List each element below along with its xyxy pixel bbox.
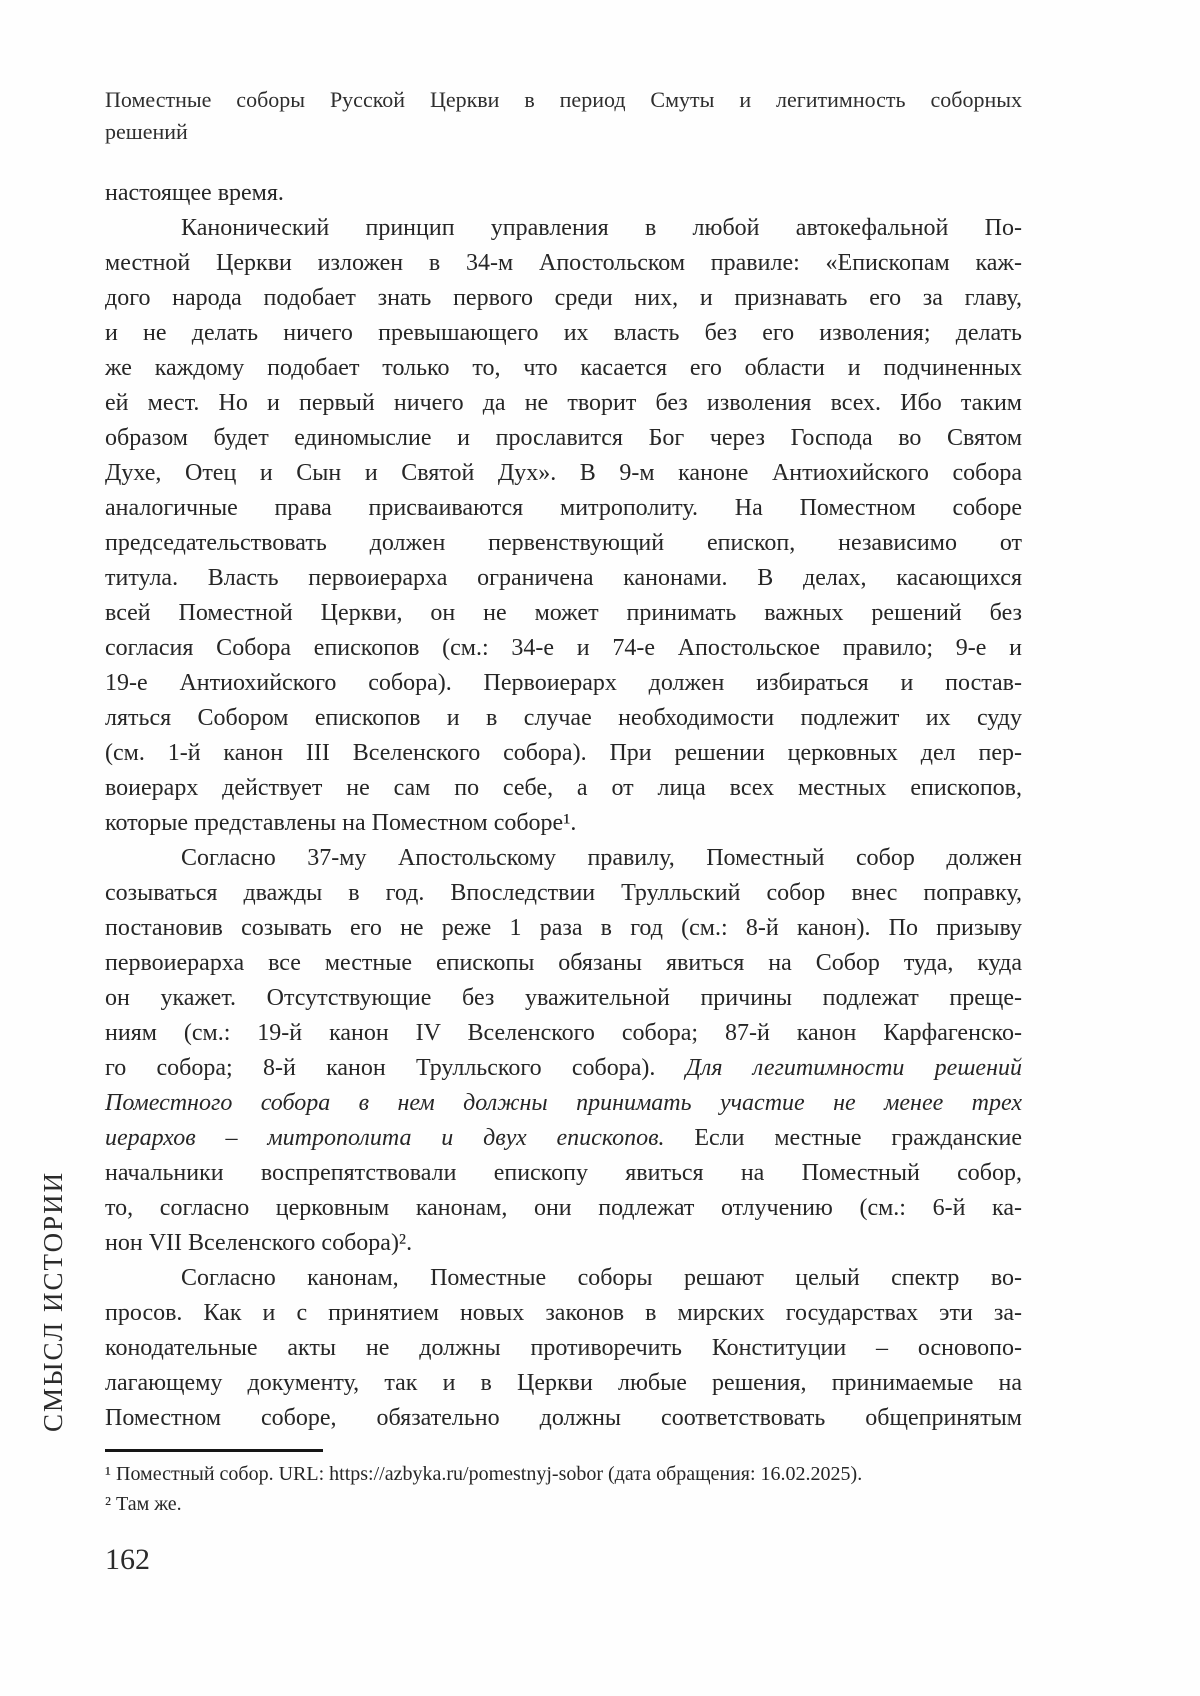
text-segment: просов. Как и с принятием новых законов в мирских государствах эти за- (105, 1300, 1022, 1326)
text-segment: и не делать ничего превышающего их власть без его изволения; делать (105, 320, 1022, 346)
text-segment: Согласно канонам, Поместные соборы решают целый спектр во- (181, 1265, 1022, 1291)
italic-text-segment: иерархов – митрополита и двух епископов. (105, 1125, 695, 1151)
text-segment: начальники воспрепятствовали епископу явиться на Поместный собор, (105, 1160, 1022, 1186)
text-line (105, 351, 1022, 386)
text-line (105, 211, 1022, 246)
text-segment: воиерарх действует не сам по себе, а от лица всех местных епископов, (105, 775, 1022, 801)
text-line (105, 526, 1022, 561)
text-line (105, 386, 1022, 421)
text-line (105, 736, 1022, 771)
text-line (105, 1296, 1022, 1331)
text-segment: согласия Собора епископов (см.: 34-е и 74-е Апостольское правило; 9-е и (105, 635, 1022, 661)
text-line (105, 1401, 1022, 1436)
text-line (105, 806, 1022, 841)
text-segment: Канонический принцип управления в любой автокефальной По- (181, 215, 1022, 241)
text-line (105, 561, 1022, 596)
footnote-divider (105, 1449, 323, 1452)
text-line (105, 876, 1022, 911)
text-segment: титула. Власть первоиерарха ограничена канонами. В делах, касающихся (105, 565, 1022, 591)
text-line (105, 316, 1022, 351)
text-segment: Если местные гражданские (694, 1125, 1022, 1151)
text-line (105, 1156, 1022, 1191)
body-text (105, 176, 1022, 1436)
text-segment: образом будет единомыслие и прославится Бог через Господа во Святом (105, 425, 1022, 451)
text-segment: всей Поместной Церкви, он не может принимать важных решений без (105, 600, 1022, 626)
text-segment: конодательные акты не должны противоречить Конституции – основопо- (105, 1335, 1022, 1361)
footnote: ¹ Поместный собор. URL: https://azbyka.ru/pomestnyj-sobor (дата обращения: 16.02.2025). (105, 1463, 863, 1485)
text-segment: первоиерарха все местные епископы обязаны явиться на Собор туда, куда (105, 950, 1022, 976)
text-line (105, 946, 1022, 981)
text-segment: Поместном соборе, обязательно должны соответствовать общепринятым (105, 1405, 1022, 1431)
text-line (105, 981, 1022, 1016)
text-line (105, 596, 1022, 631)
text-line (105, 246, 1022, 281)
text-segment: же каждому подобает только то, что касается его области и подчиненных (105, 355, 1022, 381)
text-segment: ляться Собором епископов и в случае необходимости подлежит их суду (105, 705, 1022, 731)
text-segment: дого народа подобает знать первого среди них, и признавать его за главу, (105, 285, 1022, 311)
text-segment: местной Церкви изложен в 34-м Апостольском правиле: «Епископам каж- (105, 250, 1022, 276)
text-segment: он укажет. Отсутствующие без уважительной причины подлежат преще- (105, 985, 1022, 1011)
text-line (105, 1261, 1022, 1296)
text-line (105, 456, 1022, 491)
text-segment: лагающему документу, так и в Церкви любые решения, принимаемые на (105, 1370, 1022, 1396)
running-header-line-2: решений (105, 119, 188, 144)
text-line (105, 421, 1022, 456)
text-segment: го собора; 8-й канон Трулльского собора). (105, 1055, 686, 1081)
text-segment: созываться дважды в год. Впоследствии Трулльский собор внес поправку, (105, 880, 1022, 906)
text-segment: Согласно 37-му Апостольскому правилу, Поместный собор должен (181, 845, 1022, 871)
running-header-line-1: Поместные соборы Русской Церкви в период Смуты и легитимность соборных (105, 87, 1022, 112)
text-segment: ниям (см.: 19-й канон IV Вселенского собора; 87-й канон Карфагенско- (105, 1020, 1022, 1046)
text-segment: 19-е Антиохийского собора). Первоиерарх должен избираться и постав- (105, 670, 1022, 696)
text-line (105, 176, 1022, 211)
text-line (105, 1331, 1022, 1366)
text-line (105, 631, 1022, 666)
text-line (105, 491, 1022, 526)
text-segment: Духе, Отец и Сын и Святой Дух». В 9-м каноне Антиохийского собора (105, 460, 1022, 486)
text-segment: то, согласно церковным канонам, они подлежат отлучению (см.: 6-й ка- (105, 1195, 1022, 1221)
text-line (105, 666, 1022, 701)
text-segment: постановив созывать его не реже 1 раза в год (см.: 8-й канон). По призыву (105, 915, 1022, 941)
text-line (105, 1366, 1022, 1401)
italic-text-segment: Поместного собора в нем должны принимать участие не менее трех (105, 1090, 1022, 1116)
text-line (105, 1226, 1022, 1261)
text-line (105, 281, 1022, 316)
text-line (105, 911, 1022, 946)
text-line (105, 1191, 1022, 1226)
text-line (105, 701, 1022, 736)
text-line (105, 1051, 1022, 1086)
text-segment: которые представлены на Поместном соборе¹. (105, 810, 577, 836)
text-segment: настоящее время. (105, 180, 284, 206)
footnote: ² Там же. (105, 1493, 182, 1515)
text-line (105, 771, 1022, 806)
italic-text-segment: Для легитимности решений (685, 1055, 1022, 1081)
section-sidebar-label: СМЫСЛ ИСТОРИИ (38, 1170, 68, 1432)
footnotes (105, 1459, 1022, 1519)
text-line (105, 1086, 1022, 1121)
text-segment: председательствовать должен первенствующий епископ, независимо от (105, 530, 1022, 556)
text-segment: (см. 1-й канон III Вселенского собора). При решении церковных дел пер- (105, 740, 1022, 766)
text-segment: ей мест. Но и первый ничего да не творит без изволения всех. Ибо таким (105, 390, 1022, 416)
page-number: 162 (105, 1543, 150, 1576)
text-segment: нон VII Вселенского собора)². (105, 1230, 413, 1256)
text-line (105, 1121, 1022, 1156)
text-line (105, 1016, 1022, 1051)
text-segment: аналогичные права присваиваются митрополиту. На Поместном соборе (105, 495, 1022, 521)
text-line (105, 841, 1022, 876)
running-header (105, 84, 1022, 148)
